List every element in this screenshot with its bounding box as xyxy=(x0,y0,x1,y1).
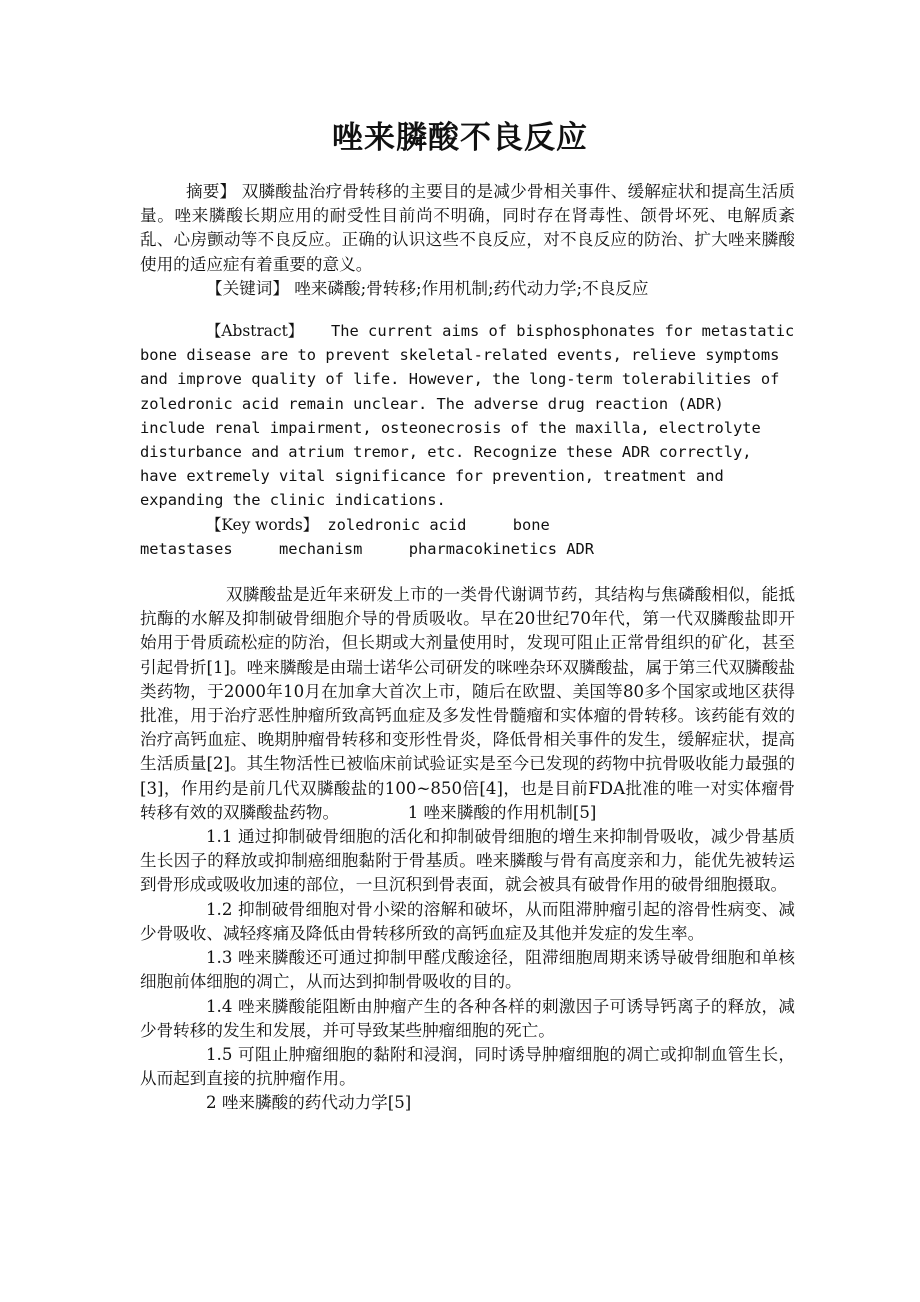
abstract-cn xyxy=(140,180,795,277)
page-title: 唑来膦酸不良反应 xyxy=(332,120,588,156)
section1-item: 1.5 可阻止肿瘤细胞的黏附和浸润，同时诱导肿瘤细胞的凋亡或抑制血管生长，从而起到直接的抗肿瘤作用。 xyxy=(140,1044,795,1089)
keywords-en-line1: zoledronic acid bone xyxy=(327,515,550,534)
section1-item: 1.2 抑制破骨细胞对骨小梁的溶解和破坏，从而阻滞肿瘤引起的溶骨性病变、减少骨吸收、减轻疼痛及降低由骨转移所致的高钙血症及其他并发症的发生率。 xyxy=(140,899,795,943)
abstract-cn-label: 摘要】 xyxy=(186,182,237,201)
abstract-en-label: 【Abstract】 xyxy=(206,322,304,341)
abstract-en xyxy=(140,319,795,513)
keywords-cn-label: 【关键词】 xyxy=(206,278,289,298)
abstract-cn-text: 双膦酸盐治疗骨转移的主要目的是减少骨相关事件、缓解症状和提高生活质量。唑来膦酸长期应用的耐受性目前尚不明确，同时存在肾毒性、颌骨坏死、电解质紊乱、心房颤动等不良反应。正确的认识这些不良反应，对不良反应的防治、扩大唑来膦酸使用的适应症有着重要的意义。 xyxy=(140,182,795,274)
section1-item: 1.3 唑来膦酸还可通过抑制甲醛戊酸途径，阻滞细胞周期来诱导破骨细胞和单核细胞前体细胞的凋亡，从而达到抑制骨吸收的目的。 xyxy=(140,948,795,992)
keywords-cn xyxy=(140,277,795,301)
keywords-en-continued: metastases mechanism pharmacokinetics ADR xyxy=(140,539,595,558)
intro-paragraph xyxy=(140,583,795,825)
section2-heading: 2 唑来膦酸的药代动力学[5] xyxy=(206,1093,412,1113)
abstract-en-text: The current aims of bisphosphonates for metastatic bone disease are to prevent skeletal-related events, relieve symptoms and improve quality of life. However, the long-term tolerabilities of zoledronic acid remain unclear. The adverse drug reaction (ADR) include renal impairment, osteonecrosis of the maxilla, electrolyte disturbance and atrium tremor, etc. Recognize these ADR correctly, have extremely vital significance for prevention, treatment and expanding the clinic indications. xyxy=(140,322,795,510)
keywords-cn-text: 唑来磷酸;骨转移;作用机制;药代动力学;不良反应 xyxy=(294,278,649,298)
section1-item: 1.4 唑来膦酸能阻断由肿瘤产生的各种各样的刺激因子可诱导钙离子的释放，减少骨转移的发生和发展，并可导致某些肿瘤细胞的死亡。 xyxy=(140,996,795,1040)
intro-text: 双膦酸盐是近年来研发上市的一类骨代谢调节药，其结构与焦磷酸相似，能抵抗酶的水解及抑制破骨细胞介导的骨质吸收。早在20世纪70年代，第一代双膦酸盐即开始用于骨质疏松症的防治，但长期或大剂量使用时，发现可阻止正常骨组织的矿化，甚至引起骨折[1]。唑来膦酸是由瑞士诺华公司研发的咪唑杂环双膦酸盐，属于第三代双膦酸盐类药物，于2000年10月在加拿大首次上市，随后在欧盟、美国等80多个国家或地区获得批准，用于治疗恶性肿瘤所致高钙血症及多发性骨髓瘤和实体瘤的骨转移。该药能有效的治疗高钙血症、晚期肿瘤骨转移和变形性骨炎，降低骨相关事件的发生，缓解症状，提高生活质量[2]。其生物活性已被临床前试验证实是至今已发现的药物中抗骨吸收能力最强的[3]，作用约是前几代双膦酸盐的100~850倍[4]，也是目前FDA批准的唯一对实体瘤骨转移有效的双膦酸盐药物。 xyxy=(140,585,795,822)
keywords-en xyxy=(140,513,795,537)
section1-item: 1.1 通过抑制破骨细胞的活化和抑制破骨细胞的增生来抑制骨吸收，减少骨基质生长因子的释放或抑制癌细胞黏附于骨基质。唑来膦酸与骨有高度亲和力，能优先被转运到骨形成或吸收加速的部位，一旦沉积到骨表面，就会被具有破骨作用的破骨细胞摄取。 xyxy=(140,827,795,895)
spacer xyxy=(140,301,795,319)
document-body xyxy=(140,180,795,1116)
keywords-en-label: 【Key words】 xyxy=(206,515,319,534)
section1-heading: 1 唑来膦酸的作用机制[5] xyxy=(407,802,597,822)
spacer xyxy=(140,561,795,583)
